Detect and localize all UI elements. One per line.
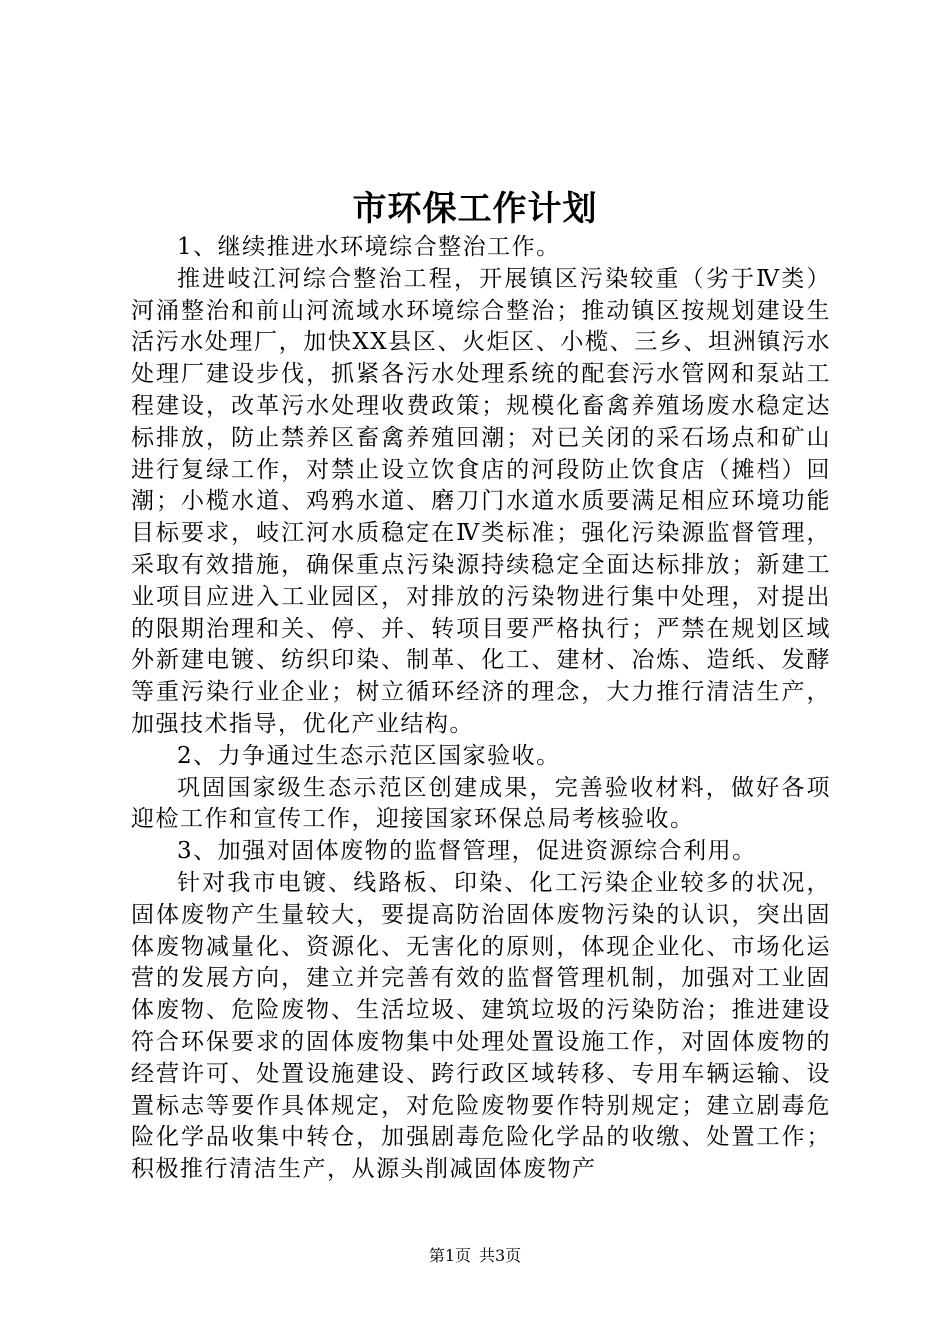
section-paragraph-3: 针对我市电镀、线路板、印染、化工污染企业较多的状况，固体废物产生量较大，要提高防治固体废物污染的认识，突出固体废物减量化、资源化、无害化的原则，体现企业化、市场化运营的发展方向，建立并完善有效的监督管理机制，加强对工业固体废物、危险废物、生活垃圾、建筑垃圾的污染防治；推进建设符合环保要求的固体废物集中处理处置设施工作，对固体废物的经营许可、处置设施建设、跨行政区域转移、专用车辆运输、设置标志等要作具体规定，对危险废物要作特别规定；建立剧毒危险化学品收集中转仓，加强剧毒危险化学品的收缴、处置工作；积极推行清洁生产，从源头削减固体废物产	[131, 869, 831, 1183]
section-heading-1: 1、继续推进水环境综合整治工作。	[177, 234, 561, 260]
document-title: 市环保工作计划	[352, 189, 598, 229]
section-paragraph-2: 巩固国家级生态示范区创建成果，完善验收材料，做好各项迎检工作和宣传工作，迎接国家环保总局考核验收。	[131, 774, 831, 833]
page-total: 共3页	[479, 1246, 522, 1265]
section-heading-2: 2、力争通过生态示范区国家验收。	[177, 742, 561, 769]
page-footer	[0, 1244, 950, 1268]
section-heading-3: 3、加强对固体废物的监督管理，促进资源综合利用。	[177, 838, 757, 865]
document-body	[131, 232, 831, 1186]
section-paragraph-1: 推进岐江河综合整治工程，开展镇区污染较重（劣于Ⅳ类）河涌整治和前山河流域水环境综合整治；推动镇区按规划建设生活污水处理厂，加快XX县区、火炬区、小榄、三乡、坦洲镇污水处理厂建设步伐，抓紧各污水处理系统的配套污水管网和泵站工程建设，改革污水处理收费政策；规模化畜禽养殖场废水稳定达标排放，防止禁养区畜禽养殖回潮；对已关闭的采石场点和矿山进行复绿工作，对禁止设立饮食店的河段防止饮食店（摊档）回潮；小榄水道、鸡鸦水道、磨刀门水道水质要满足相应环境功能目标要求，岐江河水质稳定在Ⅳ类标准；强化污染源监督管理，采取有效措施，确保重点污染源持续稳定全面达标排放；新建工业项目应进入工业园区，对排放的污染物进行集中处理，对提出的限期治理和关、停、并、转项目要严格执行；严禁在规划区域外新建电镀、纺织印染、制革、化工、建材、冶炼、造纸、发酵等重污染行业企业；树立循环经济的理念，大力推行清洁生产，加强技术指导，优化产业结构。	[131, 265, 831, 737]
page-number: 第1页	[428, 1246, 471, 1265]
